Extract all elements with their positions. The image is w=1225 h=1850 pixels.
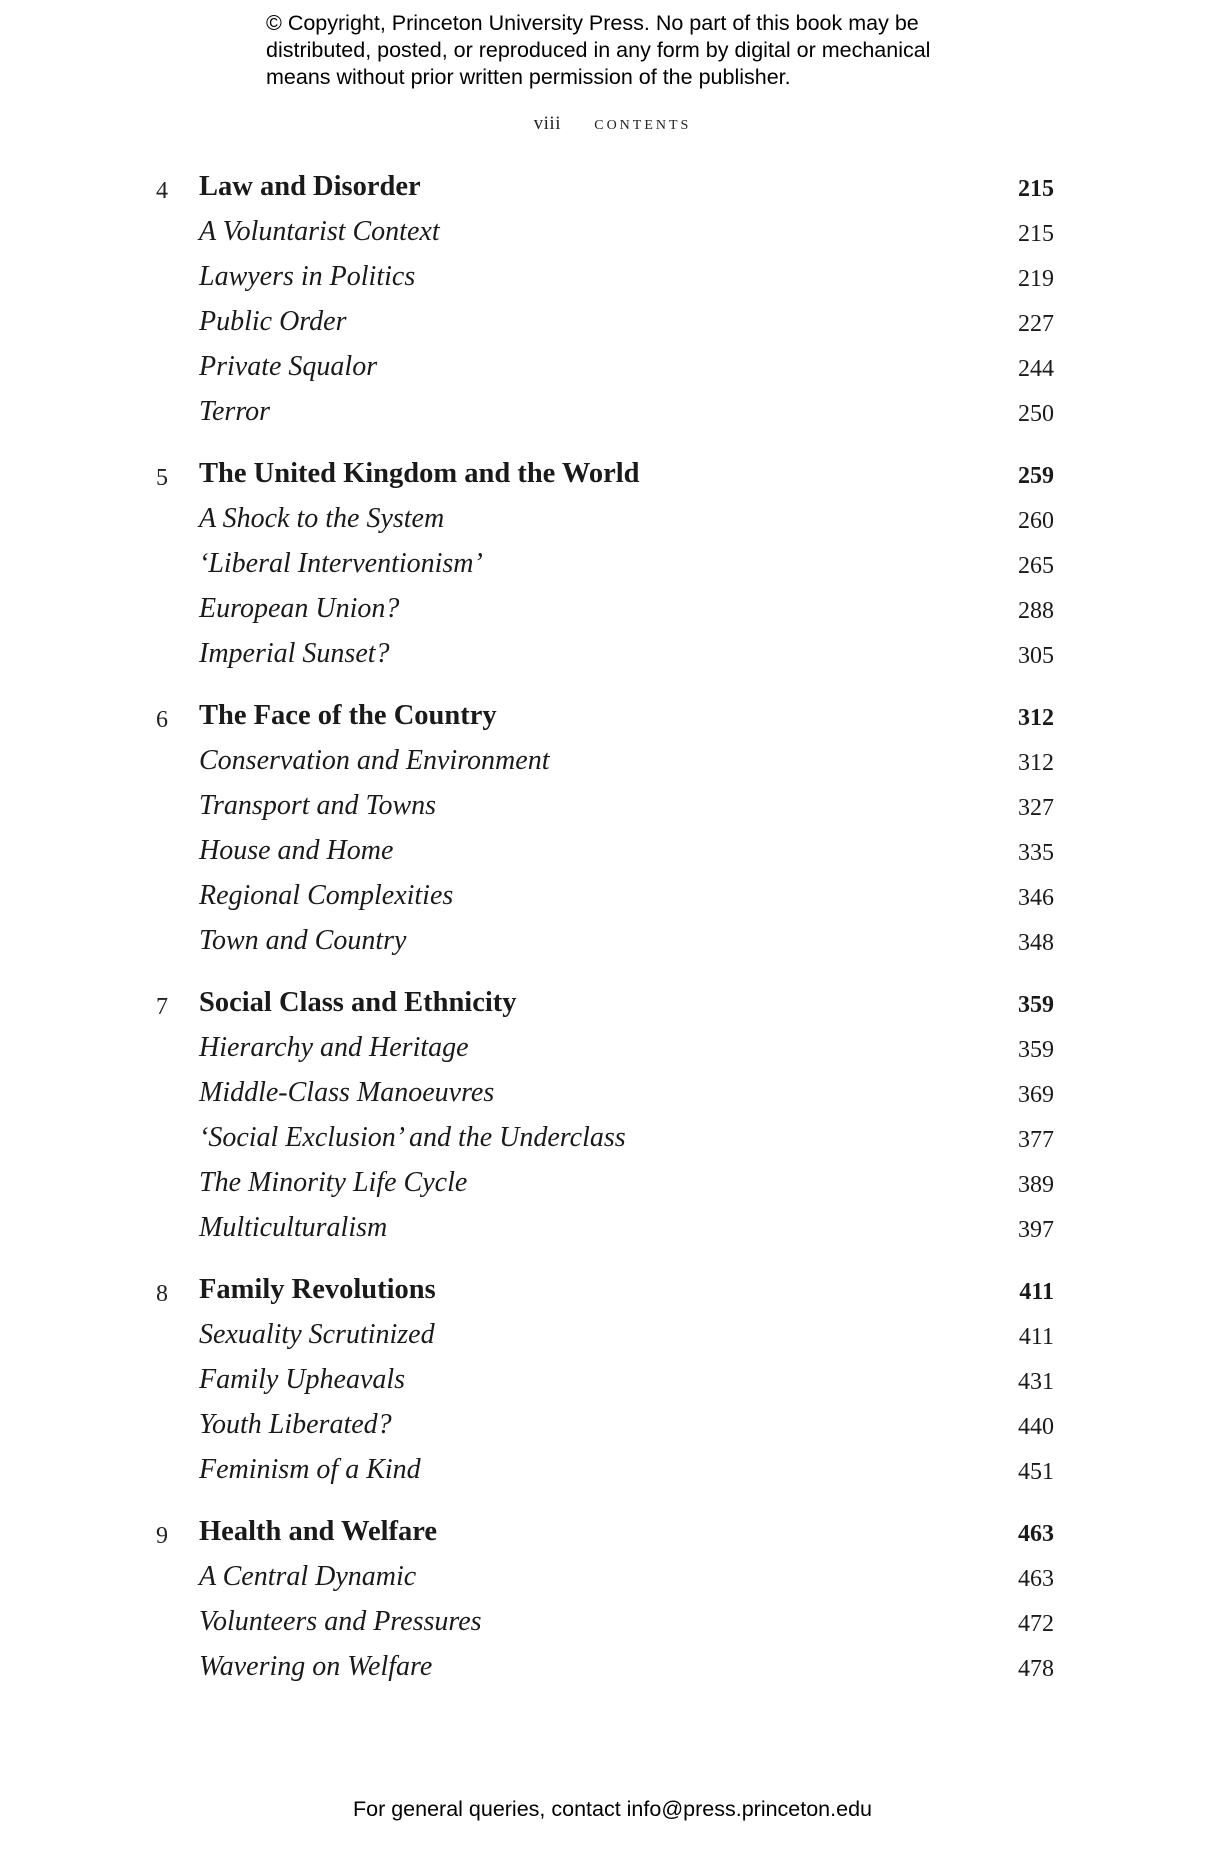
section-title: ‘Social Exclusion’ and the Underclass bbox=[199, 1122, 626, 1153]
chapter-title: The United Kingdom and the World bbox=[199, 458, 640, 489]
chapter-number: 6 bbox=[156, 707, 168, 733]
chapter-title: Social Class and Ethnicity bbox=[199, 987, 517, 1018]
section-title: Imperial Sunset? bbox=[199, 638, 390, 669]
section-title: Family Upheavals bbox=[199, 1364, 406, 1395]
chapter-page-number: 411 bbox=[1019, 1279, 1054, 1305]
section-page-number: 359 bbox=[1018, 1037, 1054, 1063]
section-page-number: 463 bbox=[1018, 1566, 1054, 1592]
toc-chapter bbox=[0, 453, 1225, 678]
section-page-number: 451 bbox=[1018, 1459, 1054, 1485]
section-title: Transport and Towns bbox=[199, 790, 437, 821]
chapter-entry bbox=[0, 1511, 1225, 1556]
section-title: Town and Country bbox=[199, 925, 407, 956]
section-entry bbox=[0, 391, 1225, 436]
section-entry bbox=[0, 211, 1225, 256]
chapter-page-number: 463 bbox=[1018, 1521, 1054, 1547]
section-title: Regional Complexities bbox=[199, 880, 454, 911]
section-title: European Union? bbox=[199, 593, 400, 624]
section-entry bbox=[0, 1027, 1225, 1072]
section-title: Private Squalor bbox=[199, 351, 378, 382]
toc-chapter bbox=[0, 166, 1225, 436]
section-entry bbox=[0, 301, 1225, 346]
copyright-line: distributed, posted, or reproduced in any form by digital or mechanical bbox=[266, 38, 931, 62]
section-entry bbox=[0, 740, 1225, 785]
section-page-number: 411 bbox=[1018, 1324, 1054, 1350]
section-entry bbox=[0, 920, 1225, 965]
chapter-title: Law and Disorder bbox=[199, 171, 421, 202]
section-title: ‘Liberal Interventionism’ bbox=[199, 548, 483, 579]
section-page-number: 215 bbox=[1018, 221, 1054, 247]
section-page-number: 472 bbox=[1018, 1611, 1054, 1637]
section-page-number: 227 bbox=[1018, 311, 1054, 337]
section-page-number: 219 bbox=[1018, 266, 1054, 292]
section-title: A Shock to the System bbox=[199, 503, 445, 534]
chapter-entry bbox=[0, 166, 1225, 211]
section-entry bbox=[0, 256, 1225, 301]
section-page-number: 478 bbox=[1018, 1656, 1054, 1682]
section-title: Volunteers and Pressures bbox=[199, 1606, 482, 1637]
chapter-title: The Face of the Country bbox=[199, 700, 497, 731]
section-title: Hierarchy and Heritage bbox=[199, 1032, 469, 1063]
section-entry bbox=[0, 1359, 1225, 1404]
section-entry bbox=[0, 1646, 1225, 1691]
footer-contact: For general queries, contact info@press.princeton.edu bbox=[352, 1797, 872, 1821]
section-title: The Minority Life Cycle bbox=[199, 1167, 468, 1198]
section-entry bbox=[0, 875, 1225, 920]
chapter-number: 9 bbox=[156, 1523, 168, 1549]
section-page-number: 440 bbox=[1018, 1414, 1054, 1440]
page-folio: viii bbox=[533, 113, 561, 134]
chapter-title: Family Revolutions bbox=[199, 1274, 436, 1305]
section-page-number: 260 bbox=[1018, 508, 1054, 534]
section-entry bbox=[0, 1162, 1225, 1207]
copyright-line: means without prior written permission of the publisher. bbox=[266, 65, 791, 89]
chapter-page-number: 312 bbox=[1018, 705, 1054, 731]
toc-chapter bbox=[0, 982, 1225, 1252]
section-entry bbox=[0, 1207, 1225, 1252]
running-head-title: contents bbox=[594, 112, 692, 134]
section-entry bbox=[0, 1072, 1225, 1117]
table-of-contents bbox=[0, 166, 1225, 1708]
section-page-number: 327 bbox=[1018, 795, 1054, 821]
chapter-entry bbox=[0, 695, 1225, 740]
section-page-number: 288 bbox=[1018, 598, 1054, 624]
section-entry bbox=[0, 785, 1225, 830]
chapter-number: 8 bbox=[156, 1281, 168, 1307]
chapter-entry bbox=[0, 1269, 1225, 1314]
chapter-entry bbox=[0, 453, 1225, 498]
section-page-number: 389 bbox=[1018, 1172, 1054, 1198]
section-title: House and Home bbox=[199, 835, 394, 866]
chapter-title: Health and Welfare bbox=[199, 1516, 438, 1547]
section-entry bbox=[0, 1449, 1225, 1494]
section-page-number: 265 bbox=[1018, 553, 1054, 579]
section-entry bbox=[0, 1601, 1225, 1646]
section-page-number: 377 bbox=[1018, 1127, 1054, 1153]
copyright-line: © Copyright, Princeton University Press. No part of this book may be bbox=[266, 11, 919, 35]
section-page-number: 244 bbox=[1018, 356, 1054, 382]
section-entry bbox=[0, 633, 1225, 678]
running-head bbox=[0, 112, 1225, 135]
section-page-number: 431 bbox=[1018, 1369, 1054, 1395]
section-entry bbox=[0, 1556, 1225, 1601]
section-entry bbox=[0, 498, 1225, 543]
chapter-entry bbox=[0, 982, 1225, 1027]
section-entry bbox=[0, 543, 1225, 588]
section-page-number: 369 bbox=[1018, 1082, 1054, 1108]
section-title: A Voluntarist Context bbox=[199, 216, 440, 247]
chapter-page-number: 359 bbox=[1018, 992, 1054, 1018]
section-entry bbox=[0, 346, 1225, 391]
chapter-number: 5 bbox=[156, 465, 168, 491]
section-entry bbox=[0, 830, 1225, 875]
section-title: Middle-Class Manoeuvres bbox=[199, 1077, 495, 1108]
section-title: Public Order bbox=[199, 306, 347, 337]
section-entry bbox=[0, 1404, 1225, 1449]
chapter-page-number: 259 bbox=[1018, 463, 1054, 489]
section-title: Multiculturalism bbox=[199, 1212, 388, 1243]
section-page-number: 346 bbox=[1018, 885, 1054, 911]
toc-chapter bbox=[0, 695, 1225, 965]
section-page-number: 312 bbox=[1018, 750, 1054, 776]
section-title: Wavering on Welfare bbox=[199, 1651, 433, 1682]
toc-chapter bbox=[0, 1511, 1225, 1691]
chapter-page-number: 215 bbox=[1018, 176, 1054, 202]
section-entry bbox=[0, 1117, 1225, 1162]
section-title: A Central Dynamic bbox=[199, 1561, 417, 1592]
section-page-number: 250 bbox=[1018, 401, 1054, 427]
copyright-notice bbox=[266, 10, 986, 91]
section-title: Sexuality Scrutinized bbox=[199, 1319, 435, 1350]
section-entry bbox=[0, 1314, 1225, 1359]
chapter-number: 4 bbox=[156, 178, 168, 204]
section-page-number: 397 bbox=[1018, 1217, 1054, 1243]
section-page-number: 348 bbox=[1018, 930, 1054, 956]
chapter-number: 7 bbox=[156, 994, 168, 1020]
section-entry bbox=[0, 588, 1225, 633]
section-title: Terror bbox=[199, 396, 271, 427]
section-title: Youth Liberated? bbox=[199, 1409, 392, 1440]
section-page-number: 335 bbox=[1018, 840, 1054, 866]
toc-chapter bbox=[0, 1269, 1225, 1494]
section-page-number: 305 bbox=[1018, 643, 1054, 669]
section-title: Feminism of a Kind bbox=[199, 1454, 421, 1485]
section-title: Lawyers in Politics bbox=[199, 261, 416, 292]
section-title: Conservation and Environment bbox=[199, 745, 550, 776]
